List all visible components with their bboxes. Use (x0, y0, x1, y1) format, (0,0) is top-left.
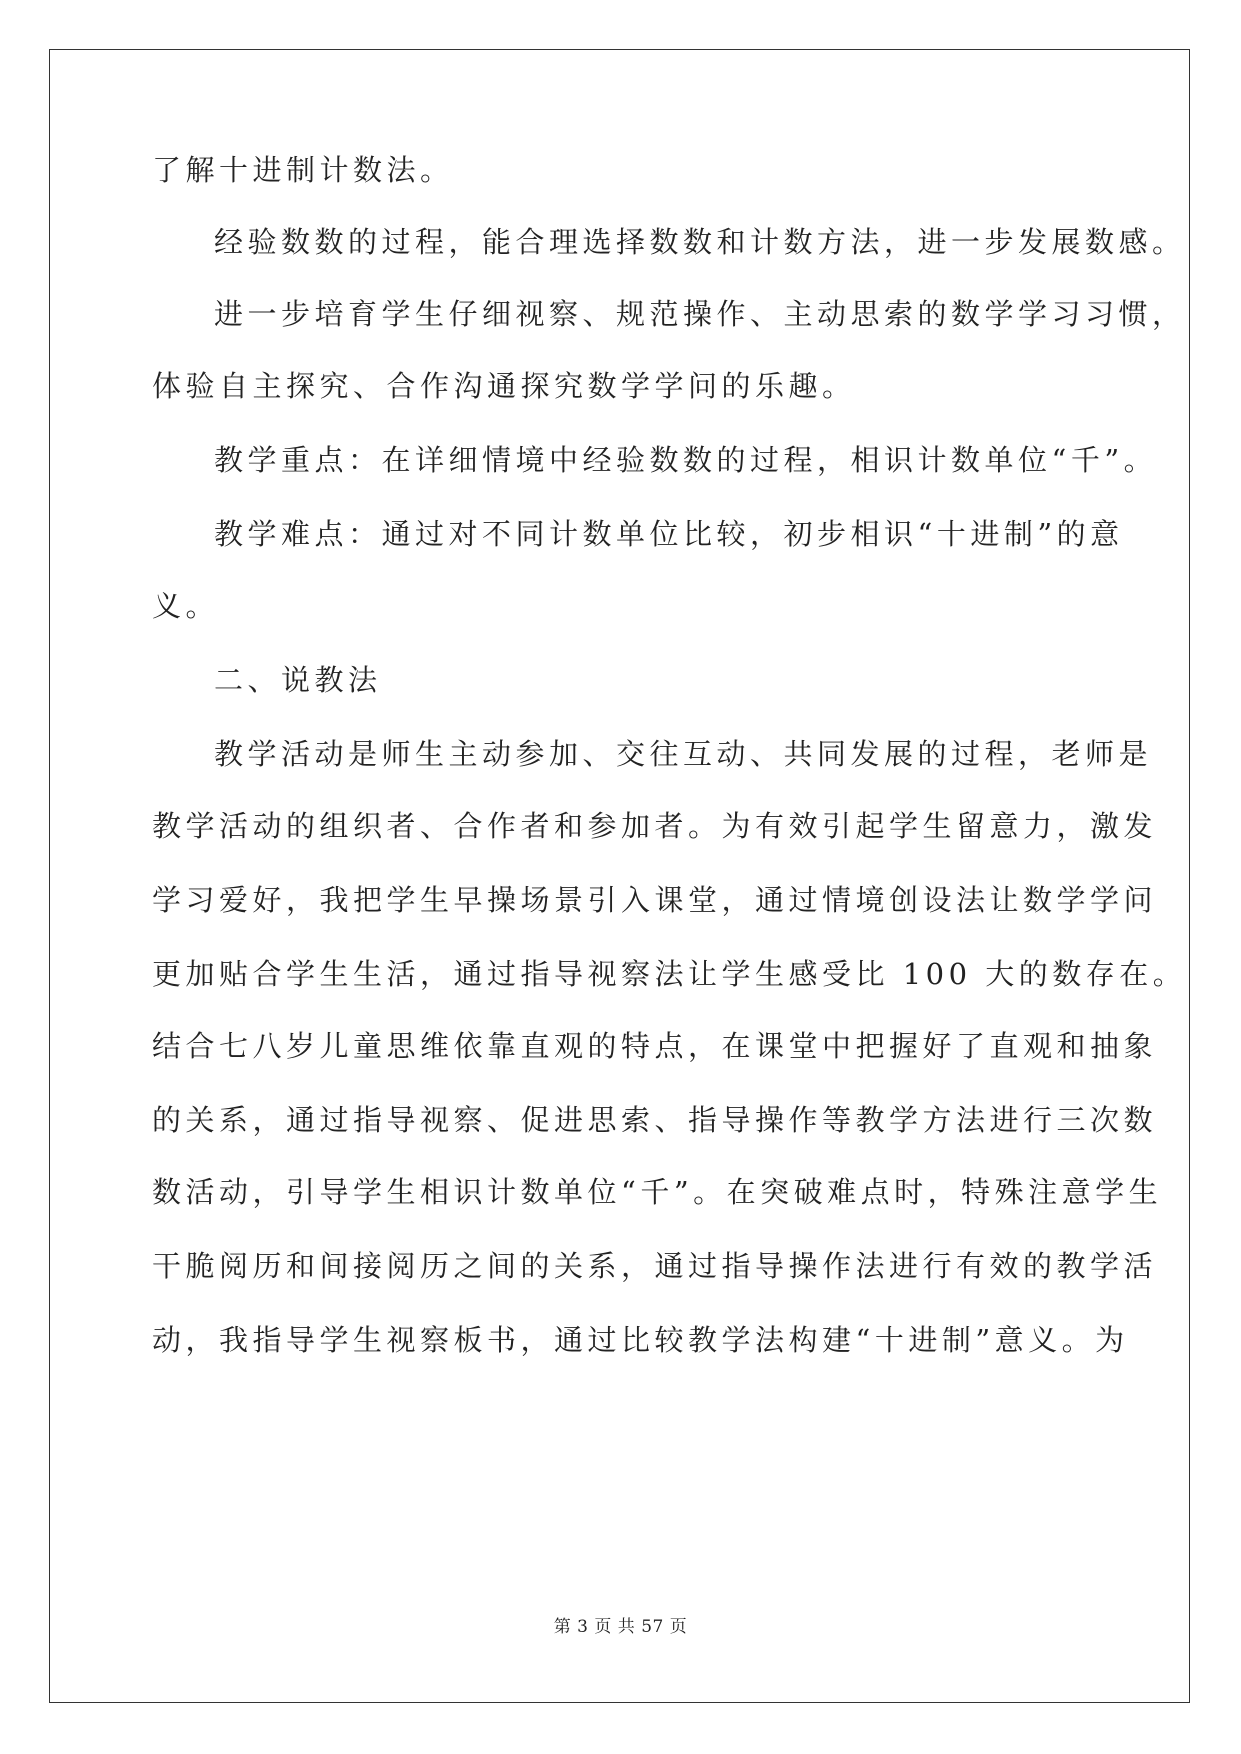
text-line: 义。 (152, 589, 220, 623)
text-line: 体验自主探究、合作沟通探究数学学问的乐趣。 (152, 369, 856, 403)
text-line: 进一步培育学生仔细视察、规范操作、主动思索的数学学习习惯， (214, 297, 1186, 331)
text-line: 结合七八岁儿童思维依靠直观的特点，在课堂中把握好了直观和抽象 (152, 1029, 1158, 1063)
text-line: 动，我指导学生视察板书，通过比较教学法构建“十进制”意义。为 (152, 1323, 1129, 1357)
section-heading: 二、说教法 (214, 663, 382, 697)
text-line: 干脆阅历和间接阅历之间的关系，通过指导操作法进行有效的教学活 (152, 1249, 1158, 1283)
text-line: 教学重点：在详细情境中经验数数的过程，相识计数单位“千”。 (214, 443, 1158, 477)
text-line: 数活动，引导学生相识计数单位“千”。在突破难点时，特殊注意学生 (152, 1175, 1163, 1209)
text-line: 教学难点：通过对不同计数单位比较，初步相识“十进制”的意 (214, 517, 1124, 551)
text-line: 了解十进制计数法。 (152, 153, 454, 187)
text-line: 教学活动的组织者、合作者和参加者。为有效引起学生留意力，激发 (152, 809, 1158, 843)
page-number-footer: 第 3 页 共 57 页 (553, 1617, 688, 1637)
text-line: 更加贴合学生生活，通过指导视察法让学生感受比 100 大的数存在。 (152, 957, 1187, 991)
text-line: 教学活动是师生主动参加、交往互动、共同发展的过程，老师是 (214, 737, 1153, 771)
text-line: 经验数数的过程，能合理选择数数和计数方法，进一步发展数感。 (214, 225, 1186, 259)
text-line: 的关系，通过指导视察、促进思索、指导操作等教学方法进行三次数 (152, 1103, 1158, 1137)
text-line: 学习爱好，我把学生早操场景引入课堂，通过情境创设法让数学学问 (152, 883, 1158, 917)
